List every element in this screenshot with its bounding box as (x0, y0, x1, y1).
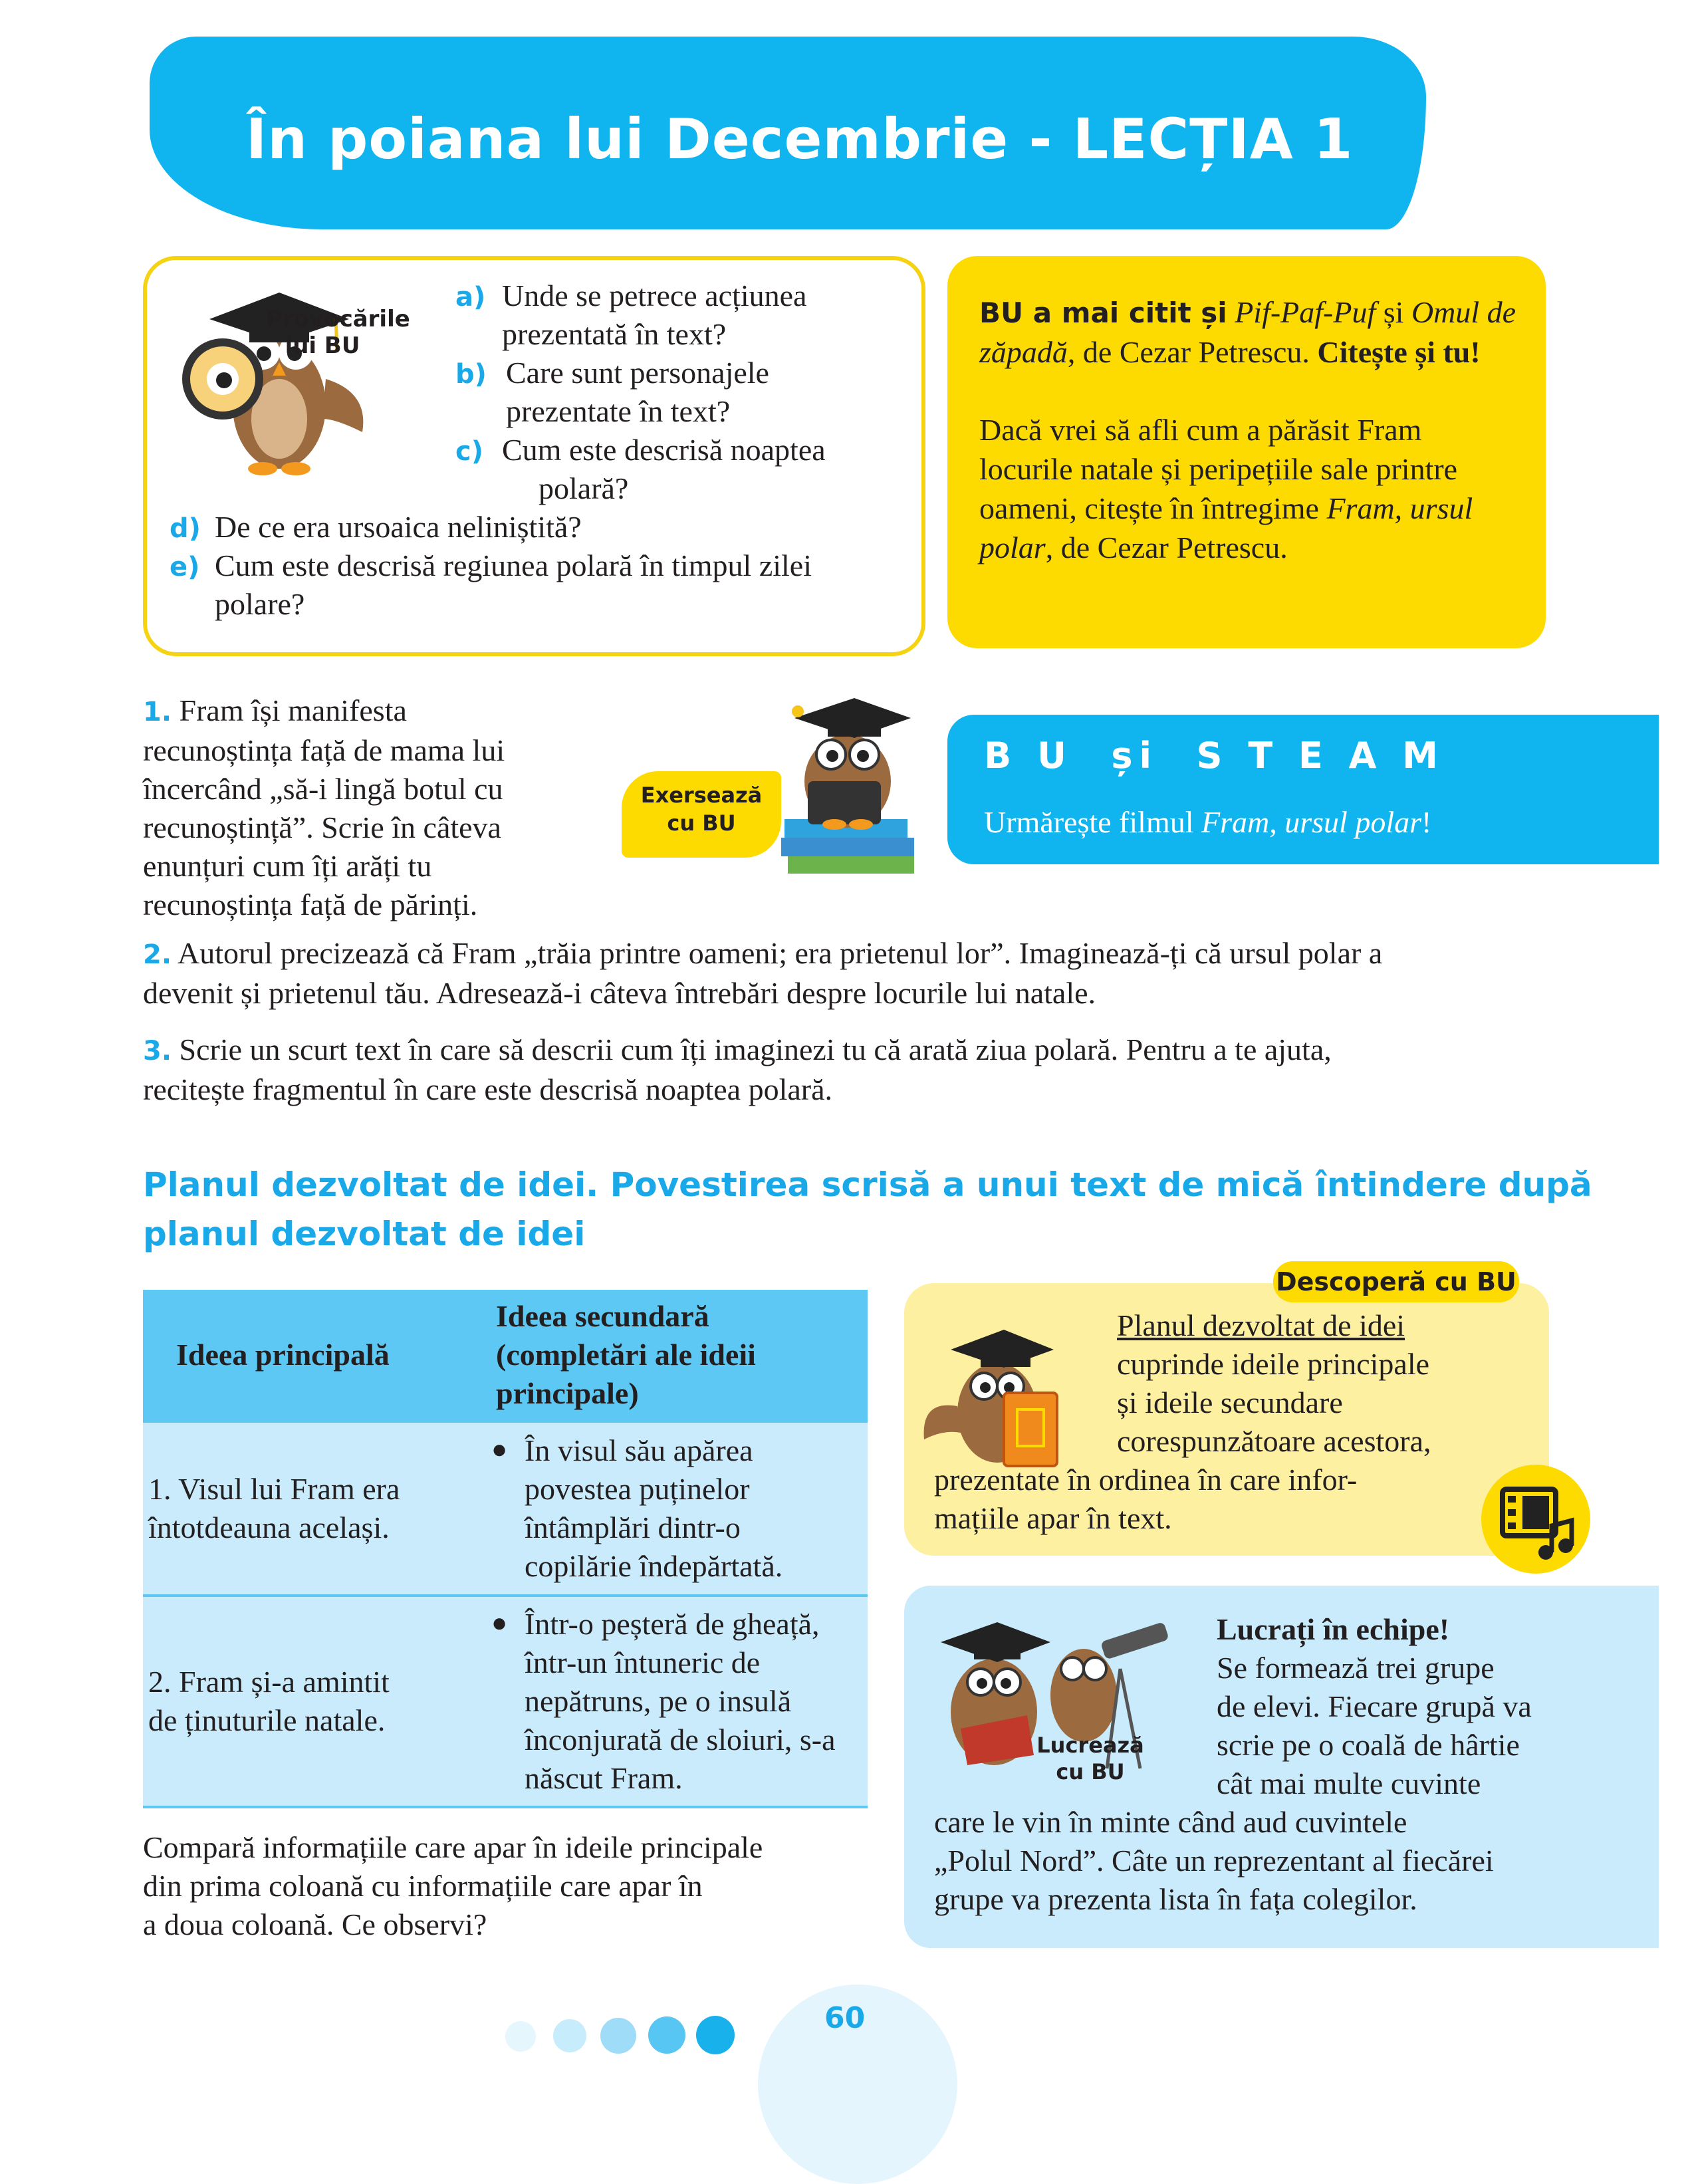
teamwork-badge-line2: cu BU (1056, 1759, 1125, 1784)
question-text-cont: prezentată în text? (502, 317, 727, 351)
question-d (170, 508, 582, 548)
question-text: De ce era ursoaica neliniștită? (215, 510, 582, 544)
question-letter: a) (455, 282, 486, 312)
table-header-secondary: Ideea secundară (completări ale ideii principale) (496, 1290, 868, 1421)
exercise-2: 2. Autorul precizează că Fram „trăia printre oameni; era prietenul lor”. Imaginează-ți că ursul polar a devenit și prietenul tău. Adresează-i câteva întrebări despre locurile lui natale. (143, 936, 1383, 1010)
main-idea-cell: 2. Fram și-a amintit de ținuturile natale. (143, 1596, 496, 1807)
reading-recommendation-box (947, 256, 1546, 648)
main-idea-cell: 1. Visul lui Fram era întotdeauna același. (143, 1421, 496, 1596)
owl-laptop-icon (768, 691, 927, 878)
table-row (143, 1421, 868, 1596)
steam-text: Urmărește filmul Fram, ursul polar! (984, 805, 1432, 839)
question-a (455, 277, 807, 351)
bullet-icon: ● (491, 1434, 508, 1464)
progress-dot (696, 2016, 735, 2054)
section-heading: Planul dezvoltat de idei. Povestirea scrisă a unui text de mică întindere după planul dezvoltat de idei (143, 1165, 1592, 1253)
film-music-icon (1476, 1459, 1596, 1579)
table-row (143, 1596, 868, 1807)
recommendation-paragraph: BU a mai citit și Pif-Paf-Puf și Omul de zăpadă, de Cezar Petrescu. Citește și tu! (979, 295, 1516, 369)
question-text-cont: polare? (215, 587, 305, 621)
teamwork-title: Lucrați în echipe! (1217, 1612, 1450, 1646)
progress-dot (600, 2018, 636, 2054)
teamwork-text-full: care le vin în minte când aud cuvintele „Polul Nord”. Câte un reprezentant al fiecărei grupe va prezenta lista în fața colegilor. (934, 1805, 1494, 1916)
question-text-cont: polară? (539, 471, 629, 505)
discover-tag: Descoperă cu BU (1273, 1261, 1519, 1302)
question-text: Cum este descrisă regiunea polară în timpul zilei (215, 548, 812, 582)
bullet-icon: ● (491, 1608, 508, 1638)
progress-dot (648, 2016, 685, 2054)
recommendation-paragraph-2: Dacă vrei să afli cum a părăsit Fram locurile natale și peripețiile sale printre oameni, citește în întregime Fram, ursul polar, de Cezar Petrescu. (979, 413, 1473, 564)
question-text: Cum este descrisă noaptea (502, 433, 826, 467)
steam-title: B U și S T E A M (984, 735, 1445, 777)
question-c (455, 431, 826, 505)
ideas-table (143, 1290, 868, 1808)
secondary-idea-cell: ● În visul său apărea povestea puținelor întâmplări dintr-o copilărie îndepărtată. (496, 1421, 868, 1596)
compare-question: Compară informațiile care apar în ideile principale din prima coloană cu informațiile care apar în a doua coloană. Ce observi? (143, 1830, 763, 1941)
page-title: În poiana lui Decembrie - LECȚIA 1 (246, 106, 1354, 172)
question-letter: e) (170, 552, 200, 582)
owl-book-icon (917, 1320, 1077, 1473)
teamwork-badge-line1: Lucrează (1036, 1733, 1144, 1758)
teamwork-text-block: Lucrați în echipe! Se formează trei grupe de elevi. Fiecare grupă va scrie pe o coală de hârtie cât mai multe cuvinte (1217, 1610, 1532, 1803)
progress-dot (505, 2021, 536, 2052)
exercise-3: 3. Scrie un scurt text în care să descrii cum îți imaginezi tu că arată ziua polară. Pentru a te ajuta, recitește fragmentul în care este descrisă noaptea polară. (143, 1032, 1332, 1106)
discover-text-full: prezentate în ordinea în care infor- mațiile apar în text. (934, 1463, 1358, 1535)
progress-dot (553, 2019, 586, 2052)
table-header-main: Ideea principală (143, 1290, 496, 1421)
challenges-badge-line1: Provocările (266, 306, 410, 332)
question-letter: d) (170, 513, 201, 544)
challenges-badge-line2: lui BU (285, 332, 360, 359)
discover-text-block: Planul dezvoltat de idei cuprinde ideile principale și ideile secundare corespunzătoare acestora, (1117, 1306, 1431, 1461)
question-e (170, 546, 812, 621)
question-b (455, 354, 769, 428)
question-text: Care sunt personajele (506, 356, 769, 390)
secondary-idea-cell: ● Într-o peșteră de gheață, într-un întuneric de nepătruns, pe o insulă înconjurată de sloiuri, s-a născut Fram. (496, 1596, 868, 1807)
question-letter: c) (455, 436, 483, 467)
question-text-cont: prezentate în text? (506, 394, 731, 428)
question-letter: b) (455, 359, 487, 390)
exerseaza-line1: Exersează (640, 783, 763, 808)
exerseaza-line2: cu BU (667, 810, 736, 836)
exercise-number: 1. (143, 697, 172, 727)
discover-term: Planul dezvoltat de idei (1117, 1308, 1405, 1342)
exercise-1: 1. Fram își manifesta recunoștința față de mama lui încercând „să-i lingă botul cu recunoștință”. Scrie în câteva enunțuri cum îți arăți tu recunoștința față de părinți. (143, 693, 505, 921)
question-text: Unde se petrece acțiunea (502, 279, 807, 312)
page-number: 60 (824, 2001, 866, 2035)
